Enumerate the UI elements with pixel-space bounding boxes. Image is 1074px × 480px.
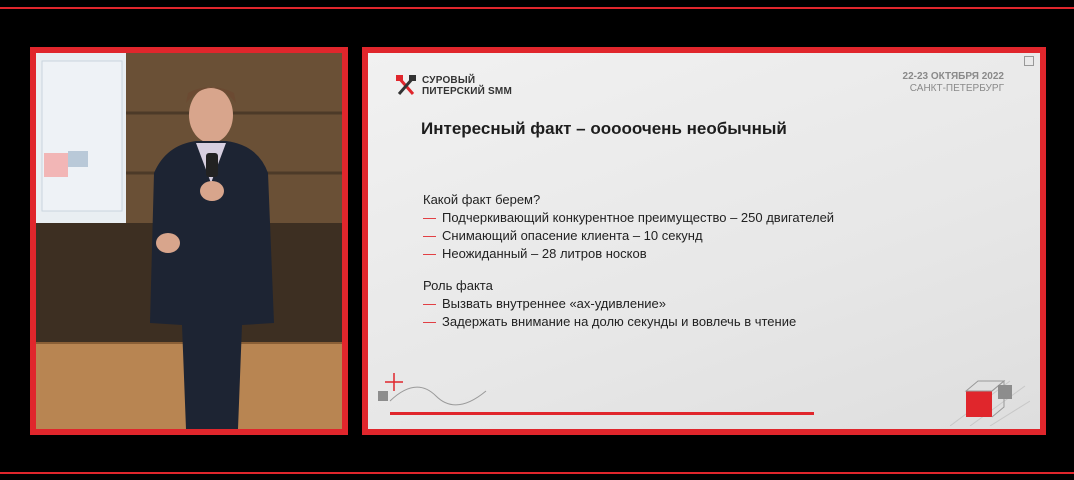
slide-title: Интересный факт – ооооочень необычный (421, 119, 787, 138)
corner-cube-icon (950, 371, 1030, 426)
logo-axes-icon (396, 75, 416, 97)
event-info (903, 71, 1004, 95)
fullscreen-icon[interactable] (1024, 56, 1034, 66)
list-item: — Подчеркивающий конкурентное преимущество – 250 двигателей (423, 210, 835, 225)
section-which-fact (423, 191, 834, 263)
presentation-slide (368, 53, 1040, 429)
slide-panel (362, 47, 1046, 435)
speaker-video (30, 47, 348, 435)
list-item: — Вызвать внутреннее «ах-удивление» (423, 296, 666, 311)
event-city: САНКТ-ПЕТЕРБУРГ (909, 83, 1004, 94)
list-item: — Задержать внимание на долю секунды и вовлечь в чтение (423, 314, 797, 329)
section-heading: Роль факта (423, 278, 493, 293)
list-item: — Неожиданный – 28 литров носков (423, 246, 647, 261)
event-dates: 22-23 ОКТЯБРЯ 2022 (902, 71, 1004, 82)
bullet-dash: — (423, 210, 436, 225)
bullet-dash: — (423, 314, 436, 329)
progress-bar (390, 412, 814, 415)
bullet-dash: — (423, 296, 436, 311)
speaker-scene (36, 53, 342, 429)
list-item: — Снимающий опасение клиента – 10 секунд (423, 228, 703, 243)
section-heading: Какой факт берем? (423, 192, 541, 207)
top-divider (0, 7, 1074, 9)
logo-line1: СУРОВЫЙ (422, 75, 476, 86)
bullet-dash: — (423, 246, 436, 261)
section-fact-role (423, 277, 796, 331)
bottom-divider (0, 472, 1074, 474)
conference-logo (396, 75, 512, 97)
bullet-dash: — (423, 228, 436, 243)
logo-line2: ПИТЕРСКИЙ SMM (422, 86, 512, 97)
